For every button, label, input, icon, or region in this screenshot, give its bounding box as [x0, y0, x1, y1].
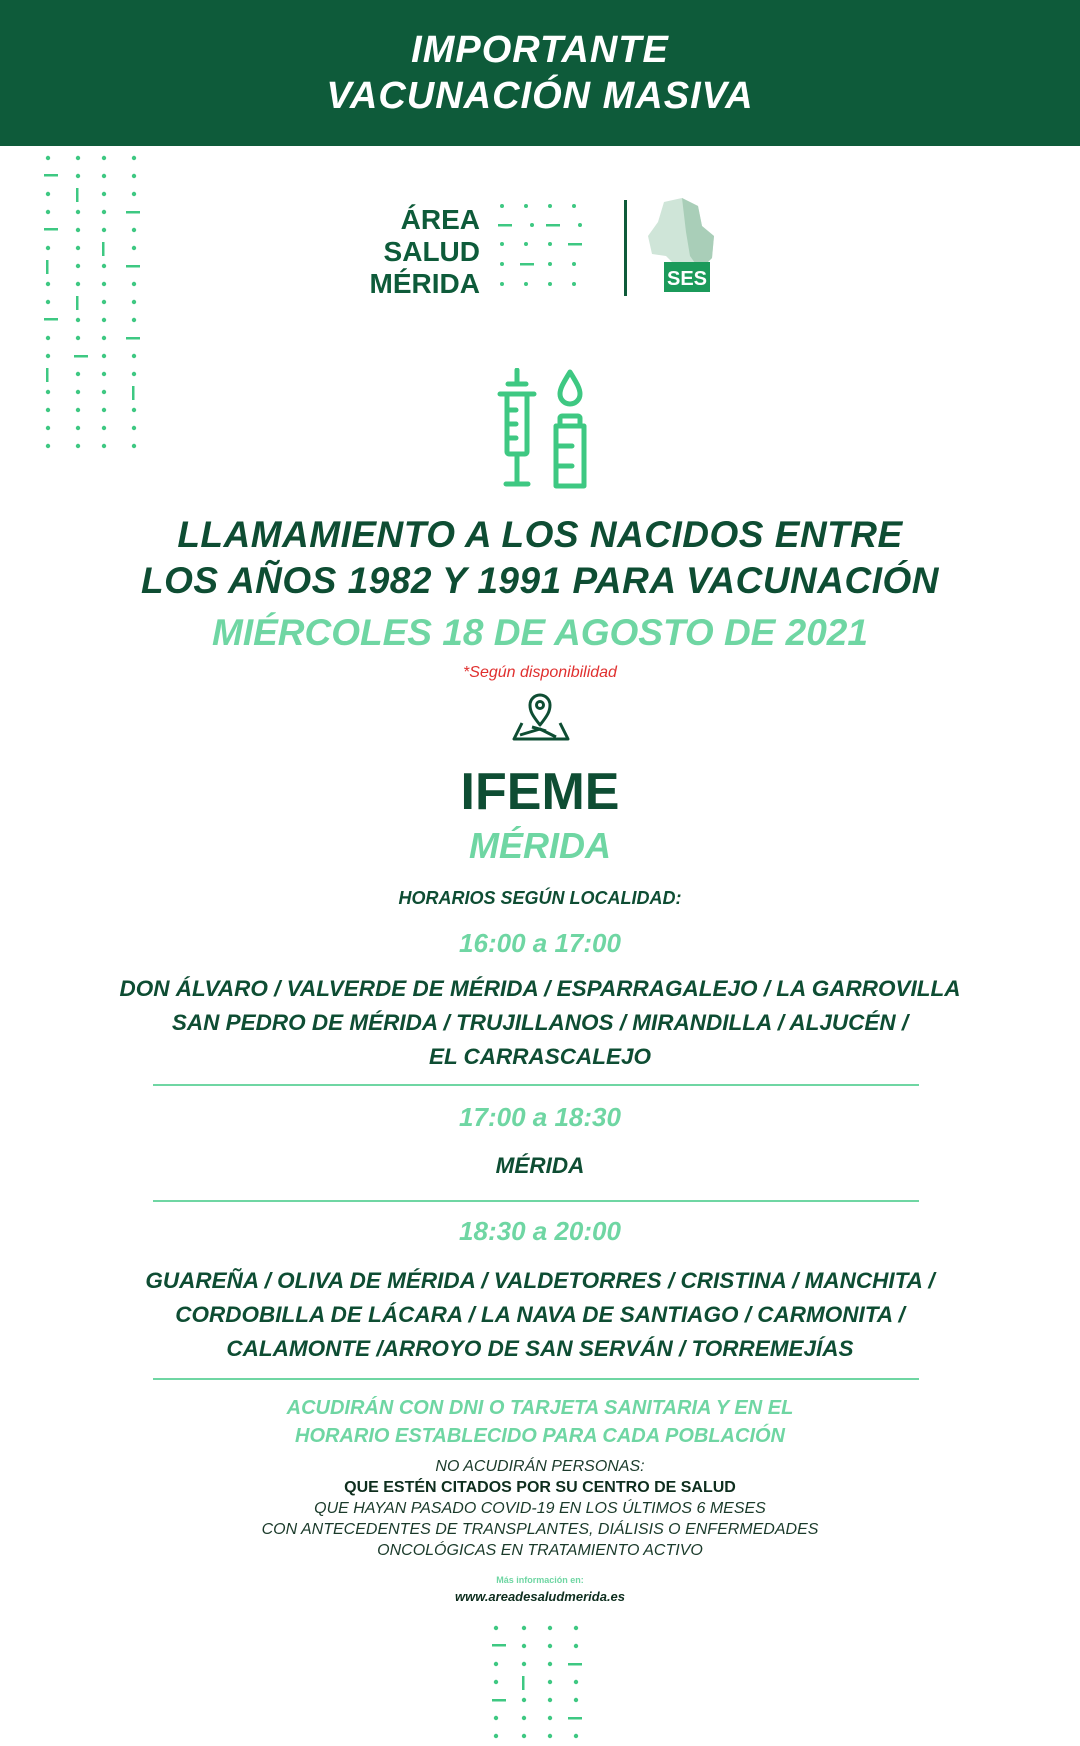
divider-1: [153, 1084, 919, 1086]
dot-pattern-bottom: [492, 1624, 582, 1746]
venue-city: MÉRIDA: [469, 825, 611, 866]
exclusion-item-3: CON ANTECEDENTES DE TRANSPLANTES, DIÁLISIS O ENFERMEDADES: [261, 1521, 819, 1538]
logo-line-1: ÁREA: [400, 204, 480, 235]
exclusions-title: NO ACUDIRÁN PERSONAS:: [435, 1458, 645, 1475]
slot-1-towns: [0, 972, 1080, 1074]
ses-badge: SES: [666, 268, 708, 290]
vaccine-syringe-vial-icon: [492, 368, 596, 492]
exclusion-item-4: ONCOLÓGICAS EN TRATAMIENTO ACTIVO: [377, 1542, 703, 1559]
headline: [0, 512, 1080, 656]
instructions-line-1: ACUDIRÁN CON DNI O TARJETA SANITARIA Y EN EL: [286, 1397, 794, 1419]
logo-line-3: MÉRIDA: [369, 268, 480, 299]
headline-line-1: LLAMAMIENTO A LOS NACIDOS ENTRE: [177, 514, 903, 555]
logo-text: [360, 204, 480, 300]
website-link[interactable]: www.areadesaludmerida.es: [454, 1589, 626, 1604]
logo-line-2: SALUD: [383, 236, 480, 267]
extremadura-map-icon: [642, 196, 722, 300]
slot-1-line-3: EL CARRASCALEJO: [428, 1044, 652, 1069]
area-salud-merida-logo: [360, 196, 720, 306]
map-pin-icon: [512, 693, 570, 743]
divider-2: [153, 1200, 919, 1202]
schedule-title: HORARIOS SEGÚN LOCALIDAD:: [398, 888, 682, 908]
headline-line-2: LOS AÑOS 1982 Y 1991 PARA VACUNACIÓN: [141, 560, 939, 601]
exclusion-item-2: QUE HAYAN PASADO COVID-19 EN LOS ÚLTIMOS 6 MESES: [314, 1500, 766, 1517]
slot-1-line-1: DON ÁLVARO / VALVERDE DE MÉRIDA / ESPARRAGALEJO / LA GARROVILLA: [119, 976, 961, 1001]
slot-1-time: 16:00 a 17:00: [459, 928, 621, 958]
instructions: [0, 1394, 1080, 1450]
header-banner: [0, 0, 1080, 146]
slot-3-towns: [0, 1264, 1080, 1366]
logo-dot-pattern: [498, 202, 594, 298]
slot-2-towns: [0, 1149, 1080, 1183]
slot-3-line-3: CALAMONTE /ARROYO DE SAN SERVÁN / TORREMEJÍAS: [226, 1336, 854, 1361]
venue-name: IFEME: [460, 763, 620, 821]
slot-3-line-2: CORDOBILLA DE LÁCARA / LA NAVA DE SANTIAGO / CARMONITA /: [175, 1302, 905, 1327]
dot-pattern-top-left: [44, 154, 140, 450]
availability-note: *Según disponibilidad: [463, 664, 617, 681]
slot-3-time: 18:30 a 20:00: [459, 1216, 621, 1246]
instructions-line-2: HORARIO ESTABLECIDO PARA CADA POBLACIÓN: [295, 1425, 785, 1447]
logo-divider: [624, 200, 627, 296]
banner-line-1: IMPORTANTE: [411, 29, 669, 71]
slot-2-line-1: MÉRIDA: [495, 1153, 585, 1178]
slot-2-time: 17:00 a 18:30: [459, 1102, 621, 1132]
exclusions: [0, 1456, 1080, 1561]
slot-3-line-1: GUAREÑA / OLIVA DE MÉRIDA / VALDETORRES / CRISTINA / MANCHITA /: [145, 1268, 935, 1293]
divider-3: [153, 1378, 919, 1380]
exclusion-item-1: QUE ESTÉN CITADOS POR SU CENTRO DE SALUD: [344, 1479, 736, 1496]
event-date: MIÉRCOLES 18 DE AGOSTO DE 2021: [212, 612, 868, 653]
more-info-label: Más información en:: [496, 1575, 584, 1585]
banner-line-2: VACUNACIÓN MASIVA: [326, 75, 754, 117]
slot-1-line-2: SAN PEDRO DE MÉRIDA / TRUJILLANOS / MIRANDILLA / ALJUCÉN /: [171, 1010, 909, 1035]
